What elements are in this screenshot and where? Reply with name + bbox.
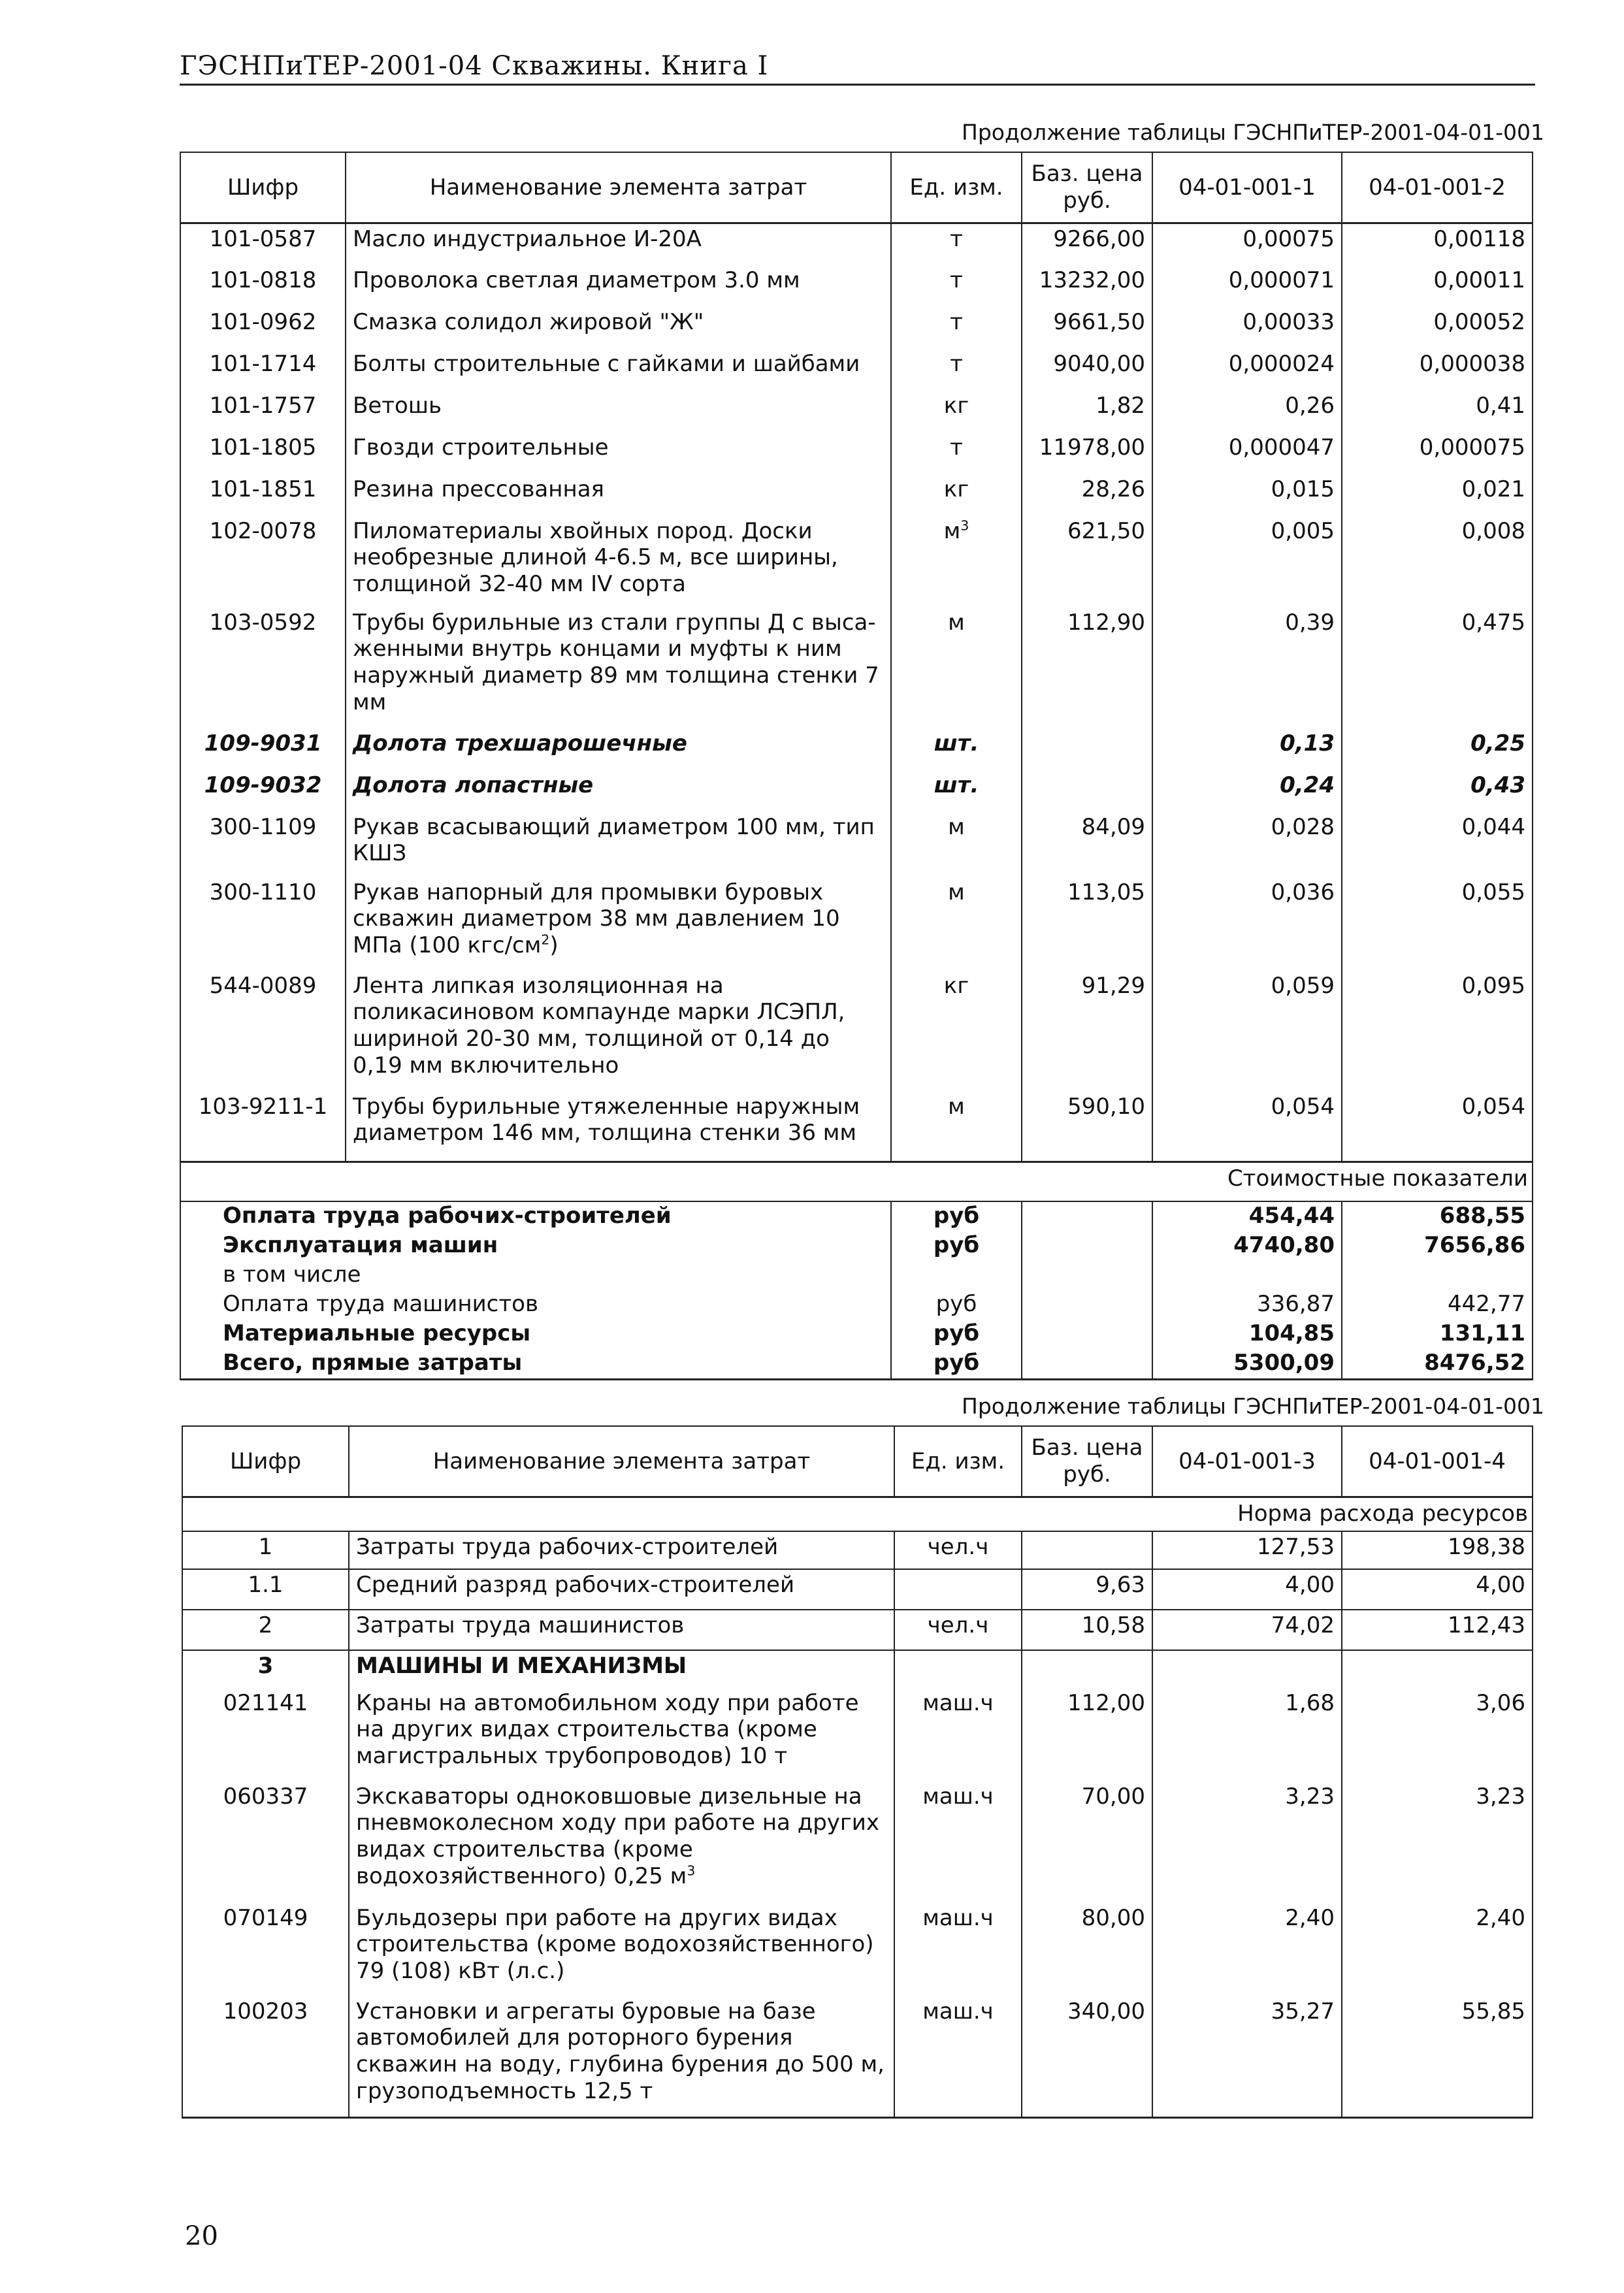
norm2-cell: 0,475 xyxy=(1342,608,1533,728)
unit-cell: кг xyxy=(891,474,1022,516)
norm2-cell: 0,095 xyxy=(1342,971,1533,1092)
name-cell: Средний разряд рабочих-строителей xyxy=(349,1569,894,1610)
norm4-cell: 112,43 xyxy=(1342,1610,1533,1650)
summary-label: Эксплуатация машин xyxy=(180,1231,891,1261)
name-superscript: 2 xyxy=(541,932,550,948)
price-cell: 91,29 xyxy=(1022,971,1152,1092)
norm2-cell: 0,008 xyxy=(1342,516,1533,608)
code-cell: 109-9031 xyxy=(180,728,346,770)
table-row xyxy=(180,432,1533,474)
table-row xyxy=(180,971,1533,1092)
summary-label: Оплата труда рабочих-строителей xyxy=(180,1201,891,1231)
summary-price xyxy=(1022,1201,1152,1231)
unit-cell: чел.ч xyxy=(894,1531,1022,1569)
unit-cell: кг xyxy=(891,391,1022,432)
code-cell: 3 xyxy=(182,1650,349,1688)
norm4-cell: 3,06 xyxy=(1342,1688,1533,1781)
unit-cell xyxy=(894,1650,1022,1688)
unit-text: м xyxy=(943,517,961,544)
name-cell: Трубы бурильные утяжеленные наружным диаметром 146 мм, толщина стенки 36 мм xyxy=(346,1092,891,1157)
code-cell: 101-0818 xyxy=(180,265,346,307)
code-cell: 101-0962 xyxy=(180,307,346,349)
price-cell: 112,00 xyxy=(1022,1688,1152,1781)
table1-header-row xyxy=(180,152,1533,223)
summary-unit: руб xyxy=(891,1231,1022,1261)
name-cell xyxy=(349,1781,894,1903)
cost-indicators-band xyxy=(180,1162,1533,1201)
norm2-cell: 0,00052 xyxy=(1342,307,1533,349)
price-cell xyxy=(1022,728,1152,770)
unit-cell: т xyxy=(891,349,1022,391)
code-cell: 300-1109 xyxy=(180,812,346,877)
unit-cell: т xyxy=(891,223,1022,265)
summary-price xyxy=(1022,1231,1152,1261)
name-superscript: 3 xyxy=(687,1862,696,1879)
norm4-cell xyxy=(1342,1650,1533,1688)
table-row xyxy=(180,608,1533,728)
norm3-cell: 127,53 xyxy=(1152,1531,1342,1569)
summary-value-1: 454,44 xyxy=(1152,1201,1342,1231)
summary-value-2: 7656,86 xyxy=(1342,1231,1533,1261)
name-cell: Ветошь xyxy=(346,391,891,432)
code-cell: 109-9032 xyxy=(180,770,346,812)
code-cell: 103-0592 xyxy=(180,608,346,728)
col-header-name: Наименование элемента затрат xyxy=(349,1426,894,1497)
unit-cell: маш.ч xyxy=(894,1781,1022,1903)
norm2-cell: 0,000075 xyxy=(1342,432,1533,474)
norm1-cell: 0,059 xyxy=(1152,971,1342,1092)
name-cell: Бульдозеры при работе на других видах строительства (кроме водохозяйственного) 79 (108) кВт (л.с.) xyxy=(349,1903,894,1996)
name-cell: Рукав всасывающий диаметром 100 мм, тип КШЗ xyxy=(346,812,891,877)
norm4-cell: 55,85 xyxy=(1342,1996,1533,2118)
norm2-cell: 0,00118 xyxy=(1342,223,1533,265)
name-cell: Трубы бурильные из стали группы Д с выса-женными внутрь концами и муфты к ним наружный диаметр 89 мм толщина стенки 7 мм xyxy=(346,608,891,728)
summary-value-2 xyxy=(1342,1261,1533,1290)
norm2-cell: 0,00011 xyxy=(1342,265,1533,307)
norm2-cell: 0,41 xyxy=(1342,391,1533,432)
summary-value-2: 8476,52 xyxy=(1342,1349,1533,1380)
code-cell: 101-1714 xyxy=(180,349,346,391)
norm2-cell: 0,000038 xyxy=(1342,349,1533,391)
col-header-price: Баз. цена руб. xyxy=(1022,1426,1152,1497)
table-row xyxy=(180,877,1533,971)
header-rule xyxy=(180,84,1535,86)
summary-value-2: 131,11 xyxy=(1342,1320,1533,1349)
unit-cell: шт. xyxy=(891,728,1022,770)
table2-caption: Продолжение таблицы ГЭСНПиТЕР-2001-04-01-001 xyxy=(962,1393,1545,1419)
unit-cell xyxy=(891,516,1022,608)
price-cell: 113,05 xyxy=(1022,877,1152,971)
table-row-spacer xyxy=(180,1157,1533,1162)
col-header-norm-3: 04-01-001-3 xyxy=(1152,1426,1342,1497)
table-row xyxy=(180,265,1533,307)
unit-cell: маш.ч xyxy=(894,1688,1022,1781)
table-row xyxy=(180,516,1533,608)
name-cell: Лента липкая изоляционная на поликасиновом компаунде марки ЛСЭПЛ, шириной 20-30 мм, толщиной от 0,14 до 0,19 мм включительно xyxy=(346,971,891,1092)
table-row xyxy=(182,1610,1533,1650)
name-cell: Долота лопастные xyxy=(346,770,891,812)
code-cell: 060337 xyxy=(182,1781,349,1903)
norm1-cell: 0,39 xyxy=(1152,608,1342,728)
table-row xyxy=(182,1531,1533,1569)
norm3-cell: 1,68 xyxy=(1152,1688,1342,1781)
summary-value-1: 336,87 xyxy=(1152,1290,1342,1320)
name-cell: Пиломатериалы хвойных пород. Доски необрезные длиной 4-6.5 м, все ширины, толщиной 32-40 мм IV сорта xyxy=(346,516,891,608)
table-row xyxy=(182,1688,1533,1781)
norm1-cell: 0,028 xyxy=(1152,812,1342,877)
summary-value-2: 442,77 xyxy=(1342,1290,1533,1320)
table2 xyxy=(182,1425,1533,2119)
running-header: ГЭСНПиТЕР-2001-04 Скважины. Книга I xyxy=(180,51,769,81)
price-cell: 80,00 xyxy=(1022,1903,1152,1996)
unit-cell: м xyxy=(891,608,1022,728)
norm2-cell: 0,43 xyxy=(1342,770,1533,812)
table1-caption: Продолжение таблицы ГЭСНПиТЕР-2001-04-01-001 xyxy=(962,120,1545,145)
col-header-norm-1: 04-01-001-1 xyxy=(1152,152,1342,223)
code-cell: 070149 xyxy=(182,1903,349,1996)
price-cell: 11978,00 xyxy=(1022,432,1152,474)
table2-header-row xyxy=(182,1426,1533,1497)
summary-value-1: 5300,09 xyxy=(1152,1349,1342,1380)
norm3-cell xyxy=(1152,1650,1342,1688)
unit-cell: чел.ч xyxy=(894,1610,1022,1650)
norm1-cell: 0,13 xyxy=(1152,728,1342,770)
summary-unit: руб xyxy=(891,1290,1022,1320)
price-cell: 9,63 xyxy=(1022,1569,1152,1610)
name-cell: Установки и агрегаты буровые на базе автомобилей для роторного бурения скважин на воду, глубина бурения до 500 м, грузоподъемность 12,5 т xyxy=(349,1996,894,2118)
name-cell: Масло индустриальное И-20А xyxy=(346,223,891,265)
col-header-norm-2: 04-01-001-2 xyxy=(1342,152,1533,223)
price-cell: 13232,00 xyxy=(1022,265,1152,307)
unit-cell: шт. xyxy=(891,770,1022,812)
summary-label: Материальные ресурсы xyxy=(180,1320,891,1349)
table-row xyxy=(180,391,1533,432)
col-header-code: Шифр xyxy=(180,152,346,223)
unit-cell: м xyxy=(891,877,1022,971)
price-cell: 1,82 xyxy=(1022,391,1152,432)
unit-cell: т xyxy=(891,307,1022,349)
summary-value-2: 688,55 xyxy=(1342,1201,1533,1231)
price-cell: 9266,00 xyxy=(1022,223,1152,265)
code-cell: 100203 xyxy=(182,1996,349,2118)
col-header-unit: Ед. изм. xyxy=(891,152,1022,223)
code-cell: 300-1110 xyxy=(180,877,346,971)
unit-cell: маш.ч xyxy=(894,1996,1022,2118)
norm1-cell: 0,005 xyxy=(1152,516,1342,608)
price-cell xyxy=(1022,1650,1152,1688)
price-cell: 9661,50 xyxy=(1022,307,1152,349)
price-cell: 112,90 xyxy=(1022,608,1152,728)
norm1-cell: 0,000047 xyxy=(1152,432,1342,474)
code-cell: 544-0089 xyxy=(180,971,346,1092)
unit-cell: м xyxy=(891,812,1022,877)
summary-row xyxy=(180,1201,1533,1231)
code-cell: 102-0078 xyxy=(180,516,346,608)
norm1-cell: 0,036 xyxy=(1152,877,1342,971)
norm3-cell: 4,00 xyxy=(1152,1569,1342,1610)
price-cell: 84,09 xyxy=(1022,812,1152,877)
table-row xyxy=(180,812,1533,877)
col-header-code: Шифр xyxy=(182,1426,349,1497)
code-cell: 101-0587 xyxy=(180,223,346,265)
col-header-unit: Ед. изм. xyxy=(894,1426,1022,1497)
norm4-cell: 4,00 xyxy=(1342,1569,1533,1610)
code-cell: 1.1 xyxy=(182,1569,349,1610)
section-title: МАШИНЫ И МЕХАНИЗМЫ xyxy=(349,1650,894,1688)
norm1-cell: 0,000071 xyxy=(1152,265,1342,307)
band-label: Норма расхода ресурсов xyxy=(182,1497,1533,1531)
table-row xyxy=(180,307,1533,349)
col-header-price: Баз. цена руб. xyxy=(1022,152,1152,223)
summary-price xyxy=(1022,1261,1152,1290)
name-cell: Затраты труда рабочих-строителей xyxy=(349,1531,894,1569)
price-cell: 621,50 xyxy=(1022,516,1152,608)
price-cell: 10,58 xyxy=(1022,1610,1152,1650)
summary-row xyxy=(180,1290,1533,1320)
norm1-cell: 0,00075 xyxy=(1152,223,1342,265)
table-row xyxy=(180,349,1533,391)
norm2-cell: 0,054 xyxy=(1342,1092,1533,1157)
norm4-cell: 198,38 xyxy=(1342,1531,1533,1569)
price-cell xyxy=(1022,770,1152,812)
summary-label: в том числе xyxy=(180,1261,891,1290)
page-number: 20 xyxy=(185,2221,218,2251)
table-row xyxy=(180,770,1533,812)
code-cell: 2 xyxy=(182,1610,349,1650)
code-cell: 103-9211-1 xyxy=(180,1092,346,1157)
table-row xyxy=(182,1650,1533,1688)
norm1-cell: 0,00033 xyxy=(1152,307,1342,349)
name-text: Рукав напорный для промывки буровых скважин диаметром 38 мм давлением 10 МПа (100 кгс/см xyxy=(353,879,840,959)
price-cell xyxy=(1022,1531,1152,1569)
table-row xyxy=(180,474,1533,516)
price-cell: 70,00 xyxy=(1022,1781,1152,1903)
summary-price xyxy=(1022,1349,1152,1380)
name-cell: Резина прессованная xyxy=(346,474,891,516)
summary-row xyxy=(180,1320,1533,1349)
norm1-cell: 0,054 xyxy=(1152,1092,1342,1157)
name-cell: Проволока светлая диаметром 3.0 мм xyxy=(346,265,891,307)
name-cell xyxy=(346,877,891,971)
summary-price xyxy=(1022,1320,1152,1349)
name-cell: Краны на автомобильном ходу при работе на других видах строительства (кроме магистральных трубопроводов) 10 т xyxy=(349,1688,894,1781)
table-row xyxy=(182,1569,1533,1610)
unit-cell: кг xyxy=(891,971,1022,1092)
price-cell: 340,00 xyxy=(1022,1996,1152,2118)
price-cell: 590,10 xyxy=(1022,1092,1152,1157)
summary-unit: руб xyxy=(891,1349,1022,1380)
name-cell: Смазка солидол жировой "Ж" xyxy=(346,307,891,349)
summary-unit: руб xyxy=(891,1201,1022,1231)
summary-price xyxy=(1022,1290,1152,1320)
code-cell: 101-1805 xyxy=(180,432,346,474)
price-cell: 9040,00 xyxy=(1022,349,1152,391)
table-row xyxy=(180,1092,1533,1157)
col-header-name: Наименование элемента затрат xyxy=(346,152,891,223)
summary-row xyxy=(180,1261,1533,1290)
summary-unit: руб xyxy=(891,1320,1022,1349)
norm1-cell: 0,24 xyxy=(1152,770,1342,812)
name-cell: Затраты труда машинистов xyxy=(349,1610,894,1650)
price-cell: 28,26 xyxy=(1022,474,1152,516)
unit-cell: т xyxy=(891,265,1022,307)
norm2-cell: 0,25 xyxy=(1342,728,1533,770)
summary-label: Всего, прямые затраты xyxy=(180,1349,891,1380)
table1 xyxy=(180,152,1533,1380)
norm2-cell: 0,044 xyxy=(1342,812,1533,877)
table-row xyxy=(182,1996,1533,2118)
table-row xyxy=(180,223,1533,265)
norm4-cell: 2,40 xyxy=(1342,1903,1533,1996)
norm3-cell: 74,02 xyxy=(1152,1610,1342,1650)
norm1-cell: 0,000024 xyxy=(1152,349,1342,391)
code-cell: 1 xyxy=(182,1531,349,1569)
resource-norm-band xyxy=(182,1497,1533,1531)
norm1-cell: 0,015 xyxy=(1152,474,1342,516)
summary-value-1: 4740,80 xyxy=(1152,1231,1342,1261)
band-label: Стоимостные показатели xyxy=(180,1162,1533,1201)
summary-label: Оплата труда машинистов xyxy=(180,1290,891,1320)
norm1-cell: 0,26 xyxy=(1152,391,1342,432)
norm3-cell: 35,27 xyxy=(1152,1996,1342,2118)
name-text: Экскаваторы одноковшовые дизельные на пневмоколесном ходу при работе на других видах строительства (кроме водохозяйственного) 0,25 м xyxy=(356,1783,879,1889)
unit-superscript: 3 xyxy=(960,517,969,534)
table-row xyxy=(180,728,1533,770)
norm3-cell: 3,23 xyxy=(1152,1781,1342,1903)
unit-cell: м xyxy=(891,1092,1022,1157)
name-cell: Болты строительные с гайками и шайбами xyxy=(346,349,891,391)
norm2-cell: 0,055 xyxy=(1342,877,1533,971)
name-cell: Гвозди строительные xyxy=(346,432,891,474)
norm2-cell: 0,021 xyxy=(1342,474,1533,516)
name-cell: Долота трехшарошечные xyxy=(346,728,891,770)
unit-cell: т xyxy=(891,432,1022,474)
unit-cell: маш.ч xyxy=(894,1903,1022,1996)
summary-row xyxy=(180,1349,1533,1380)
summary-value-1: 104,85 xyxy=(1152,1320,1342,1349)
table-row xyxy=(182,1781,1533,1903)
code-cell: 101-1851 xyxy=(180,474,346,516)
name-text-end: ) xyxy=(549,932,559,959)
norm3-cell: 2,40 xyxy=(1152,1903,1342,1996)
code-cell: 101-1757 xyxy=(180,391,346,432)
table-row xyxy=(182,1903,1533,1996)
norm4-cell: 3,23 xyxy=(1342,1781,1533,1903)
summary-value-1 xyxy=(1152,1261,1342,1290)
col-header-norm-4: 04-01-001-4 xyxy=(1342,1426,1533,1497)
summary-unit xyxy=(891,1261,1022,1290)
summary-row xyxy=(180,1231,1533,1261)
unit-cell xyxy=(894,1569,1022,1610)
code-cell: 021141 xyxy=(182,1688,349,1781)
